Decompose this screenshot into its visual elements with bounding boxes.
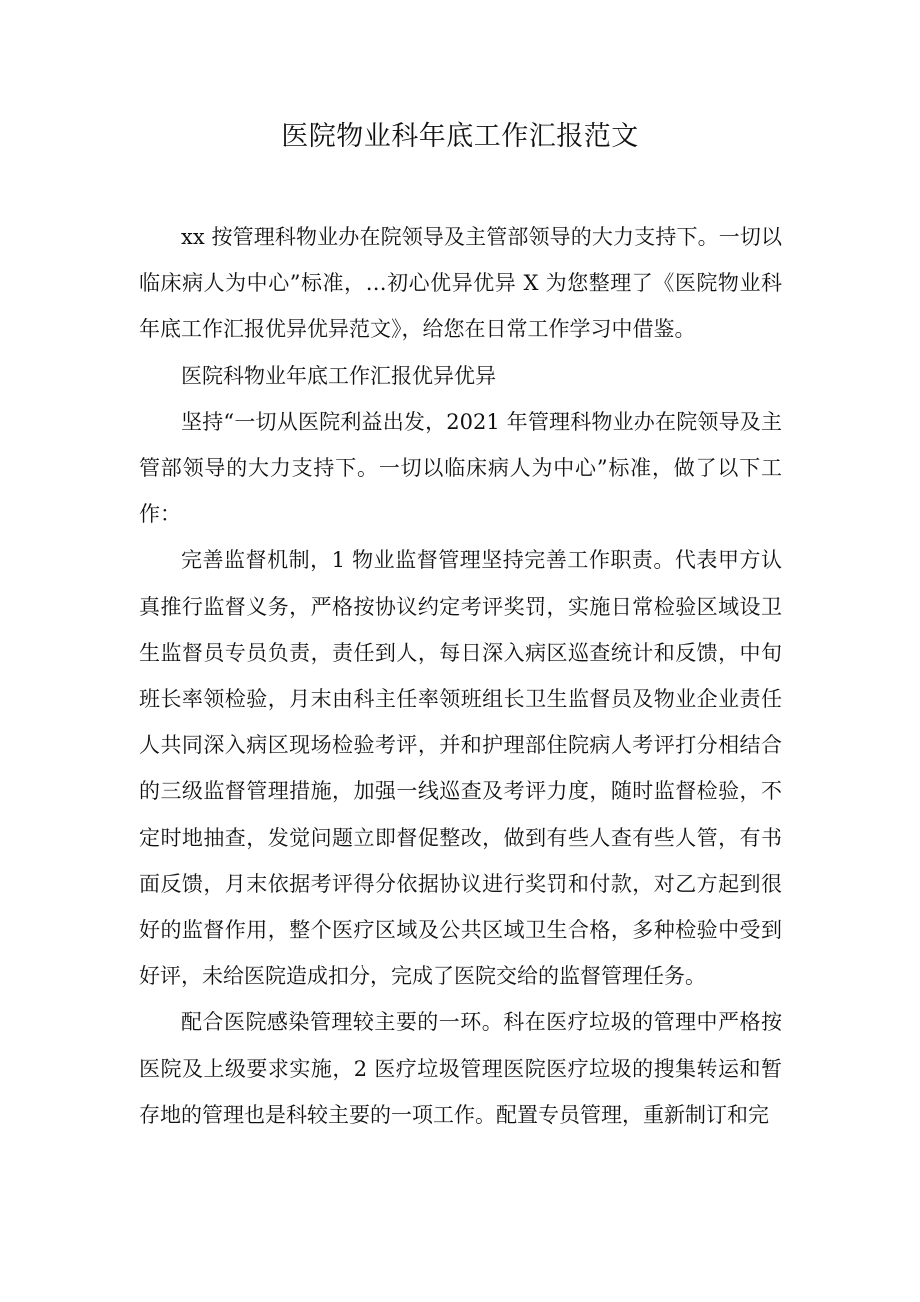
document-body bbox=[139, 214, 782, 1138]
intro-paragraph: xx 按管理科物业办在院领导及主管部领导的大力支持下。一切以临床病人为中心”标准，…初心优异优异 X 为您整理了《医院物业科年底工作汇报优异优异范文》，给您在日常工作学习中借鉴。 bbox=[139, 225, 782, 342]
section-heading: 医院科物业年底工作汇报优异优异 bbox=[181, 363, 496, 388]
document-title: 医院物业科年底工作汇报范文 bbox=[281, 121, 639, 152]
infection-control-paragraph: 配合医院感染管理较主要的一环。科在医疗垃圾的管理中严格按医院及上级要求实施，2 医疗垃圾管理医院医疗垃圾的搜集转运和暂存地的管理也是科较主要的一项工作。配置专员管理，重新制订和完 bbox=[139, 1010, 782, 1127]
overview-paragraph: 坚持“一切从医院利益出发，2021 年管理科物业办在院领导及主管部领导的大力支持下。一切以临床病人为中心”标准，做了以下工作： bbox=[139, 409, 782, 527]
supervision-paragraph: 完善监督机制，1 物业监督管理坚持完善工作职责。代表甲方认真推行监督义务，严格按协议约定考评奖罚，实施日常检验区域设卫生监督员专员负责，责任到人，每日深入病区巡查统计和反馈，中旬班长率领检验，月末由科主任率领班组长卫生监督员及物业企业责任人共同深入病区现场检验考评，并和护理部住院病人考评打分相结合的三级监督管理措施，加强一线巡查及考评力度，随时监督检验，不定时地抽查，发觉问题立即督促整改，做到有些人查有些人管，有书面反馈，月末依据考评得分依据协议进行奖罚和付款，对乙方起到很好的监督作用，整个医疗区域及公共区域卫生合格，多种检验中受到好评，未给医院造成扣分，完成了医院交给的监督管理任务。 bbox=[139, 548, 782, 989]
